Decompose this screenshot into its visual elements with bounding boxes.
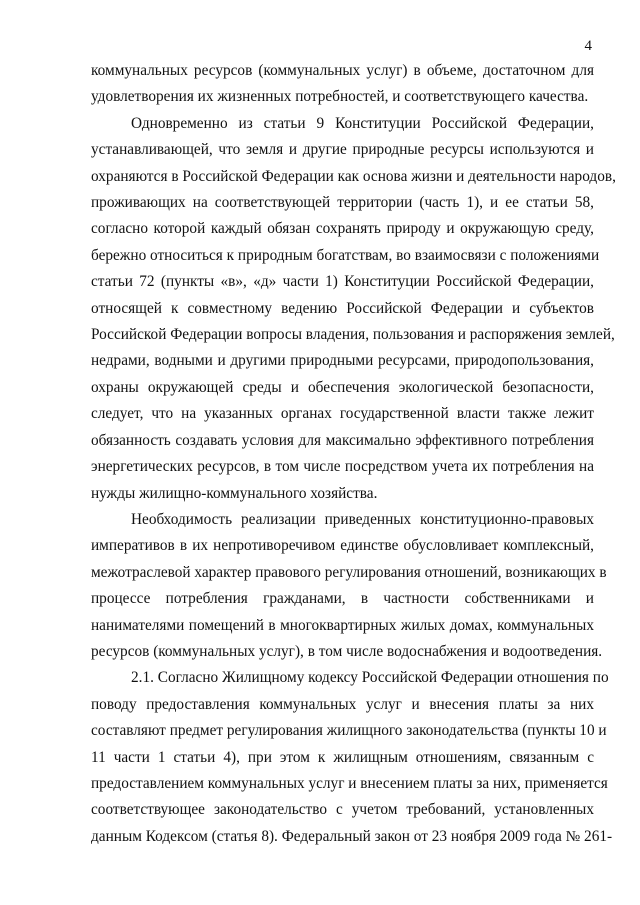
- text-line: устанавливающей, что земля и другие природные ресурсы используются и: [91, 141, 594, 159]
- text-line: относящей к совместному ведению Российской Федерации и субъектов: [91, 299, 594, 317]
- text-line: данным Кодексом (статья 8). Федеральный закон от 23 ноября 2009 года № 261-: [91, 827, 613, 845]
- text-line: процессе потребления гражданами, в частности собственниками и: [91, 590, 594, 608]
- text-line: статьи 72 (пункты «в», «д» части 1) Конституции Российской Федерации,: [91, 273, 594, 291]
- paragraph-1: [91, 58, 594, 111]
- text-line: удовлетворения их жизненных потребностей, и соответствующего качества.: [91, 88, 589, 106]
- text-line: 2.1. Согласно Жилищному кодексу Российской Федерации отношения по: [131, 669, 609, 687]
- text-line: межотраслевой характер правового регулирования отношений, возникающих в: [91, 563, 607, 581]
- text-line: составляют предмет регулирования жилищного законодательства (пункты 10 и: [91, 722, 607, 740]
- text-line: следует, что на указанных органах государственной власти также лежит: [91, 405, 594, 423]
- text-line: соответствующее законодательство с учетом требований, установленных: [91, 801, 594, 819]
- text-line: нужды жилищно-коммунального хозяйства.: [91, 484, 378, 502]
- text-line: поводу предоставления коммунальных услуг и внесения платы за них: [91, 695, 594, 713]
- text-line: коммунальных ресурсов (коммунальных услуг) в объеме, достаточном для: [91, 62, 594, 79]
- text-line: Необходимость реализации приведенных конституционно-правовых: [131, 510, 594, 528]
- paragraph-3: [91, 507, 607, 665]
- text-line: согласно которой каждый обязан сохранять природу и окружающую среду,: [91, 220, 594, 238]
- text-line: императивов в их непротиворечивом единстве обусловливает комплексный,: [91, 537, 594, 555]
- text-line: Российской Федерации вопросы владения, пользования и распоряжения землей,: [91, 326, 615, 344]
- text-line: недрами, водными и другими природными ресурсами, природопользования,: [91, 352, 594, 370]
- text-line: предоставлением коммунальных услуг и внесением платы за них, применяется: [91, 774, 608, 792]
- text-line: Одновременно из статьи 9 Конституции Российской Федерации,: [131, 114, 594, 132]
- text-line: ресурсов (коммунальных услуг), в том числе водоснабжения и водоотведения.: [91, 642, 603, 660]
- text-line: охраны окружающей среды и обеспечения экологической безопасности,: [91, 378, 594, 396]
- paragraph-2: [91, 111, 616, 507]
- page-number: 4: [584, 38, 592, 54]
- text-line: проживающих на соответствующей территории (часть 1), и ее статьи 58,: [91, 194, 594, 212]
- text-line: энергетических ресурсов, в том числе посредством учета их потребления на: [91, 458, 594, 476]
- text-line: 11 части 1 статьи 4), при этом к жилищным отношениям, связанным с: [91, 748, 594, 766]
- text-line: бережно относиться к природным богатствам, во взаимосвязи с положениями: [91, 246, 600, 264]
- paragraph-4: [91, 665, 613, 850]
- text-line: охраняются в Российской Федерации как основа жизни и деятельности народов,: [91, 167, 616, 185]
- document-body: [91, 58, 616, 850]
- text-line: нанимателями помещений в многоквартирных жилых домах, коммунальных: [91, 616, 594, 634]
- text-line: обязанность создавать условия для максимально эффективного потребления: [91, 431, 594, 449]
